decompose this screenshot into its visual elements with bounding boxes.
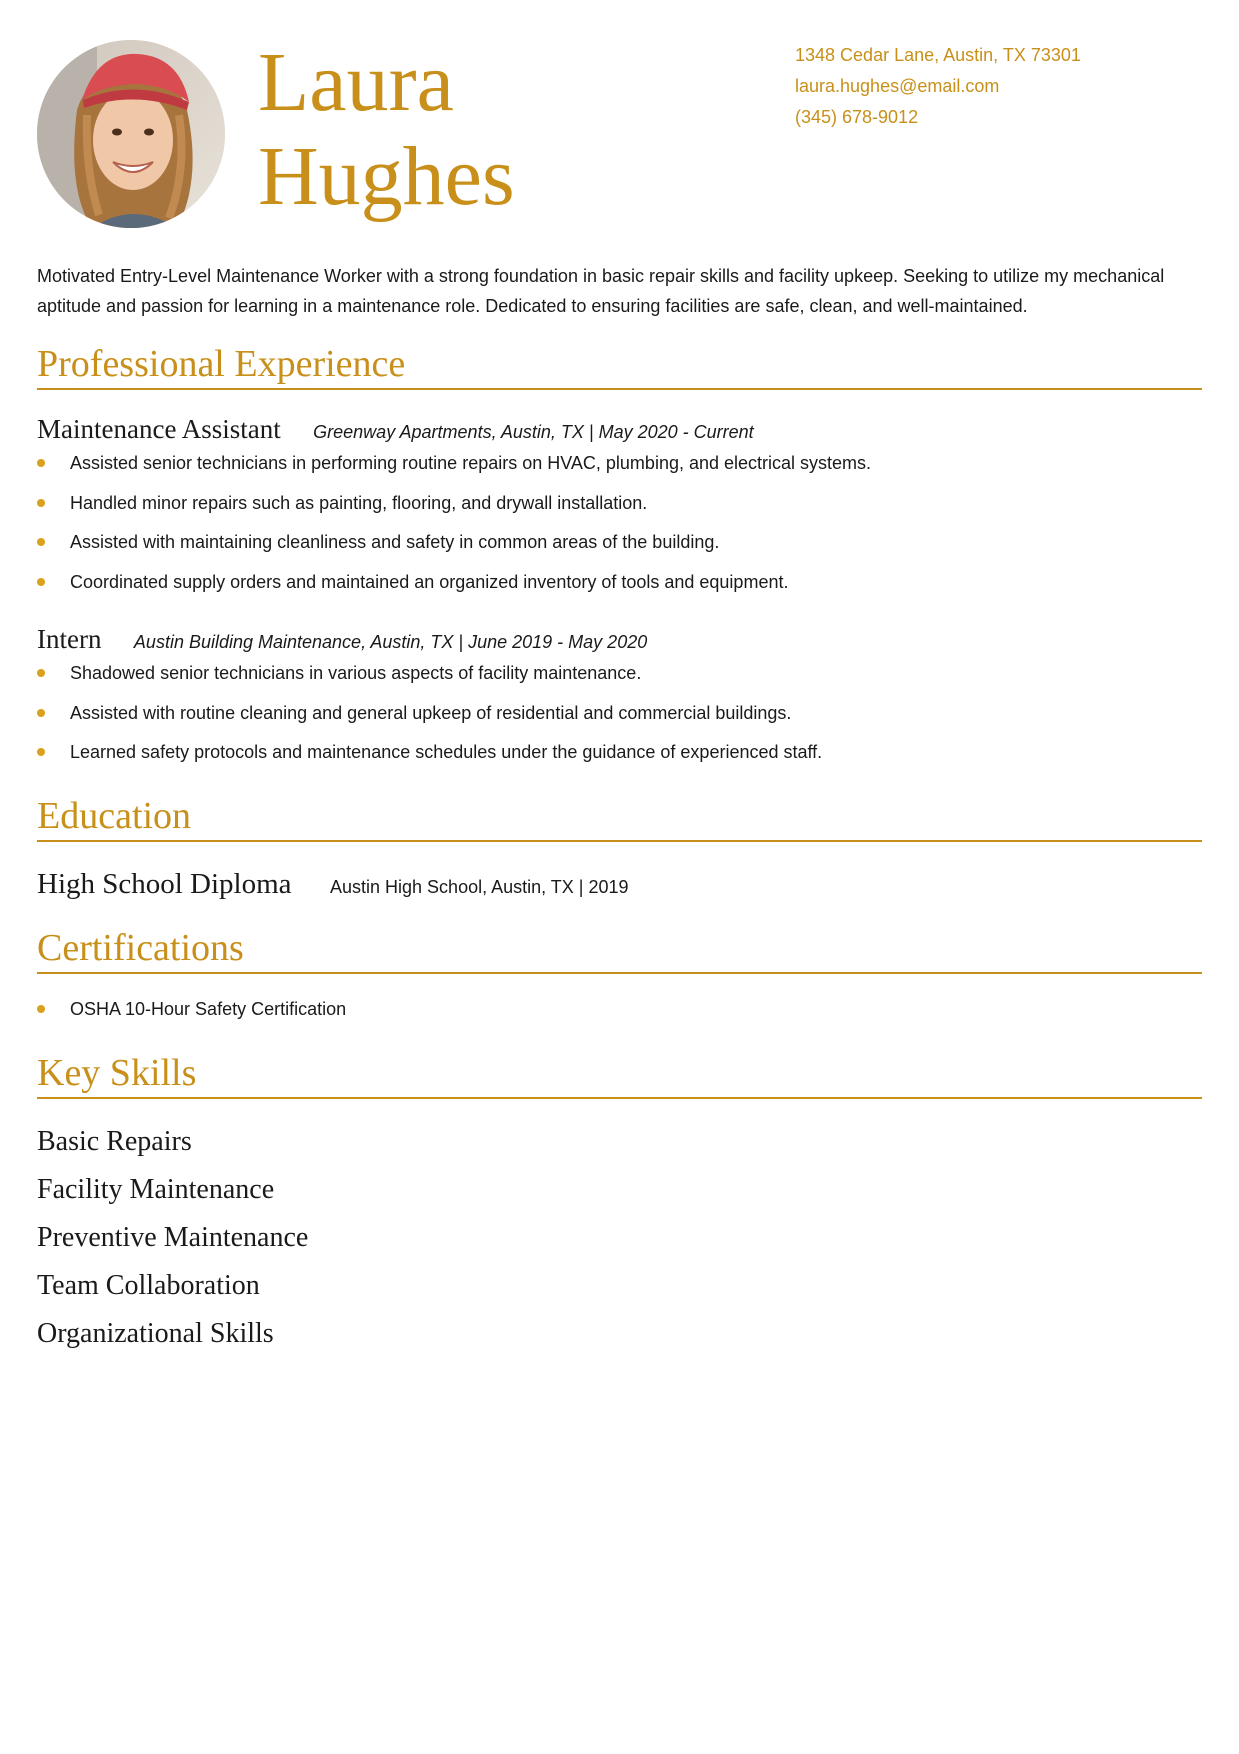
list-item [37,450,871,490]
job-header [37,624,647,655]
section-title-education: Education [37,794,1202,842]
list-item [37,660,822,700]
bullet-text: Learned safety protocols and maintenance schedules under the guidance of experienced staff. [70,742,823,762]
first-name: Laura [258,36,454,129]
skill-item: Team Collaboration [37,1270,260,1301]
skill-item: Preventive Maintenance [37,1222,309,1253]
job-title: Maintenance Assistant [37,414,281,444]
job-meta: Greenway Apartments, Austin, TX | May 2020 - Current [313,422,754,442]
bullet-icon [37,459,45,467]
list-item [37,529,871,569]
bullet-text: Coordinated supply orders and maintained an organized inventory of tools and equipment. [70,571,789,592]
bullet-text: Assisted with routine cleaning and general upkeep of residential and commercial buildings. [70,702,792,723]
bullet-text: Assisted senior technicians in performing routine repairs on HVAC, plumbing, and electrical systems. [70,453,872,473]
contact-phone[interactable]: (345) 678-9012 [795,107,919,127]
certification-text: OSHA 10-Hour Safety Certification [70,999,347,1019]
bullet-icon [37,499,45,507]
list-item [37,490,871,530]
bullet-icon [37,578,45,586]
list-item [37,569,871,609]
list-item [37,996,346,1036]
professional-summary: Motivated Entry-Level Maintenance Worker with a strong foundation in basic repair skills and facility upkeep. Seeking to utilize my mechanical aptitude and passion for learning in a maintenance role. Dedicated to ensuring facilities are safe, clean, and well-maintained. [37,266,1165,316]
section-title-skills: Key Skills [37,1051,1202,1099]
certification-list [37,996,346,1036]
skills-list [37,1124,308,1364]
bullet-text: Assisted with maintaining cleanliness and safety in common areas of the building. [70,532,720,552]
education-entry [37,868,629,901]
bullet-icon [37,669,45,677]
bullet-icon [37,709,45,717]
education-degree: High School Diploma [37,868,292,900]
job-header [37,414,754,445]
bullet-text: Shadowed senior technicians in various aspects of facility maintenance. [70,663,642,683]
skill-item: Facility Maintenance [37,1174,275,1205]
job-meta: Austin Building Maintenance, Austin, TX | June 2019 - May 2020 [133,632,648,652]
last-name: Hughes [258,130,515,223]
skill-item: Basic Repairs [37,1126,192,1157]
list-item [37,739,822,779]
bullet-icon [37,1005,45,1013]
candidate-name [258,36,515,224]
section-title-certifications: Certifications [37,926,1202,974]
contact-info [795,40,1081,133]
section-title-experience: Professional Experience [37,342,1202,390]
list-item [37,700,822,740]
job-bullets [37,660,822,779]
contact-address: 1348 Cedar Lane, Austin, TX 73301 [795,45,1081,65]
bullet-icon [37,538,45,546]
skill-item: Organizational Skills [37,1318,274,1349]
job-bullets [37,450,871,608]
bullet-text: Handled minor repairs such as painting, flooring, and drywall installation. [70,492,648,513]
job-title: Intern [37,624,102,654]
profile-photo [37,40,225,228]
bullet-icon [37,748,45,756]
contact-email[interactable]: laura.hughes@email.com [795,76,1000,96]
education-meta: Austin High School, Austin, TX | 2019 [330,877,629,897]
portrait-photo-icon [37,40,225,228]
